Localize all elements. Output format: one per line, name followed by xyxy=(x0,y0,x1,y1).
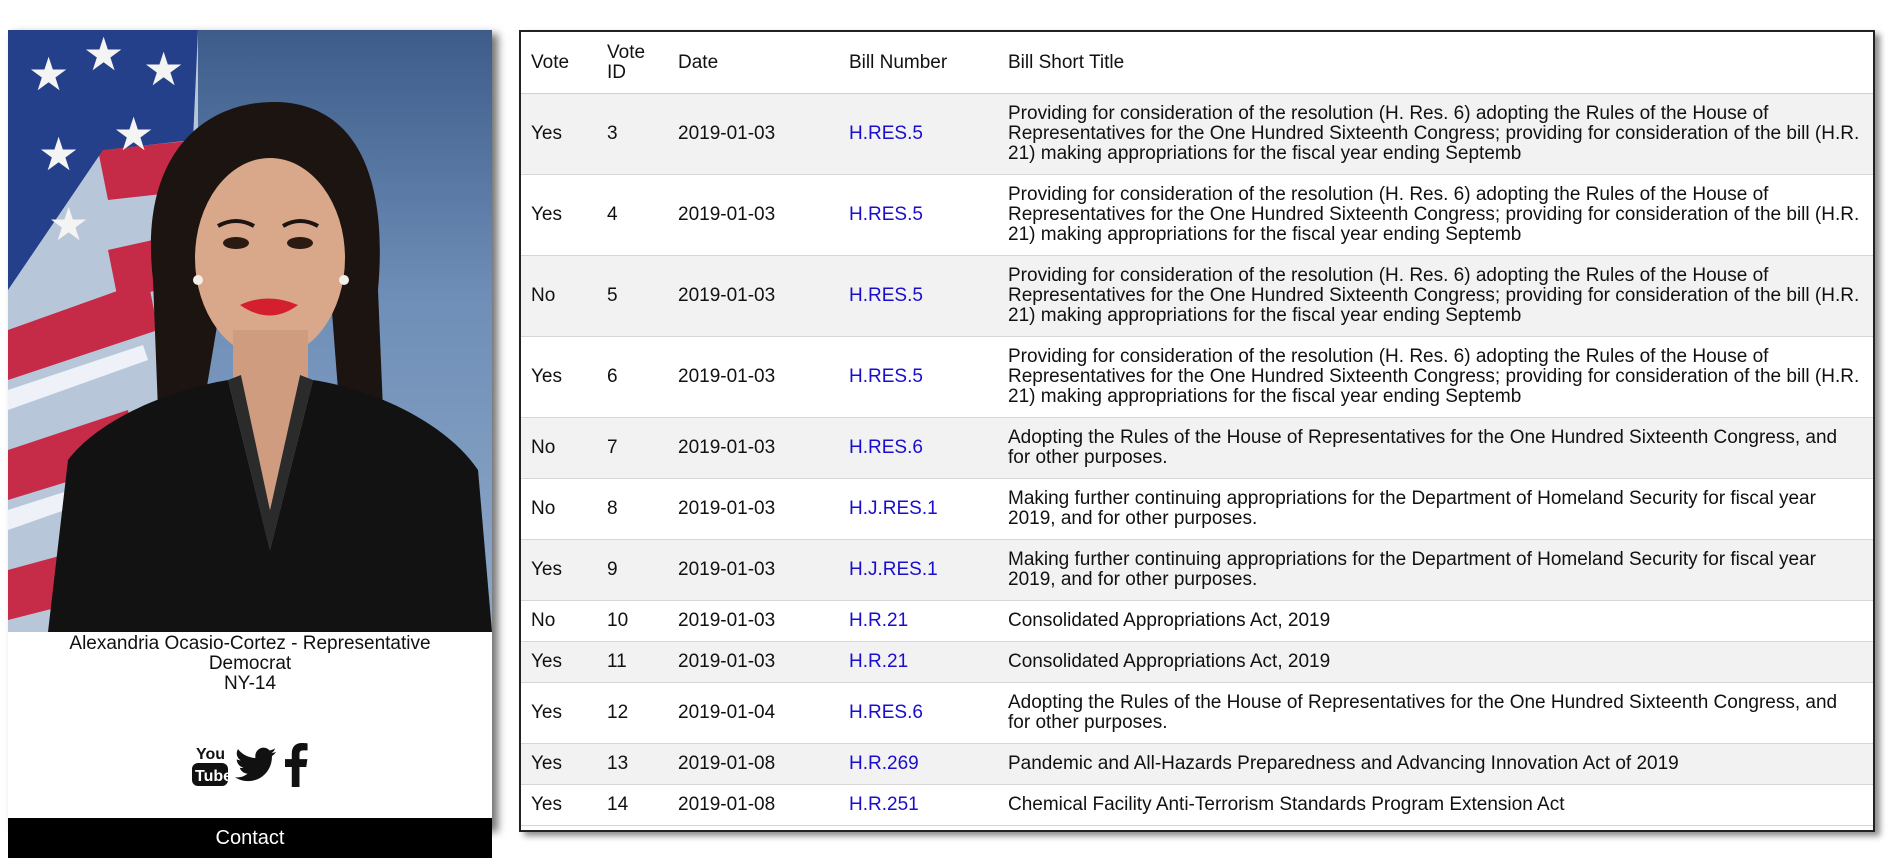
table-row xyxy=(521,175,1873,256)
vote-cell: Yes xyxy=(521,744,597,785)
svg-text:★: ★ xyxy=(28,47,70,101)
facebook-icon[interactable] xyxy=(283,743,309,787)
date-cell: 2019-01-03 xyxy=(668,175,839,256)
bill-number-cell xyxy=(839,337,998,418)
svg-text:★: ★ xyxy=(113,107,155,161)
bill-number-cell xyxy=(839,418,998,479)
vote-cell: No xyxy=(521,601,597,642)
vote-id-cell: 12 xyxy=(597,683,668,744)
vote-id-cell: 13 xyxy=(597,744,668,785)
date-cell: 2019-01-04 xyxy=(668,683,839,744)
bill-number-cell xyxy=(839,94,998,175)
vote-cell: No xyxy=(521,256,597,337)
bill-link[interactable]: H.RES.5 xyxy=(849,123,923,144)
table-row xyxy=(521,94,1873,175)
district-label: NY-14 xyxy=(223,673,277,694)
table-row xyxy=(521,601,1873,642)
portrait-photo xyxy=(8,27,492,632)
date-cell: 2019-01-03 xyxy=(668,540,839,601)
header-vote-id-line2: ID xyxy=(607,61,626,83)
bill-number-cell xyxy=(839,540,998,601)
svg-text:★: ★ xyxy=(143,42,185,96)
votes-table xyxy=(521,32,1873,826)
bill-title-cell: Making further continuing appropriations for the Department of Homeland Security for fiscal year 2019, and for other purposes. xyxy=(998,479,1873,540)
bill-title-cell: Consolidated Appropriations Act, 2019 xyxy=(998,601,1873,642)
profile-card xyxy=(8,27,492,849)
bill-link[interactable]: H.R.269 xyxy=(849,753,919,774)
vote-cell: Yes xyxy=(521,94,597,175)
date-cell: 2019-01-08 xyxy=(668,785,839,826)
svg-text:You: You xyxy=(196,746,226,763)
bill-title-cell: Providing for consideration of the resolution (H. Res. 6) adopting the Rules of the House of Representatives for the One Hundred Sixteenth Congress; providing for consideration of the bill (H.R. 21) making appropriations for the fiscal year ending Septemb xyxy=(998,94,1873,175)
bill-number-cell xyxy=(839,642,998,683)
bill-number-cell xyxy=(839,479,998,540)
bill-link[interactable]: H.RES.5 xyxy=(849,204,923,225)
table-row xyxy=(521,337,1873,418)
bill-link[interactable]: H.J.RES.1 xyxy=(849,559,938,580)
date-cell: 2019-01-08 xyxy=(668,744,839,785)
svg-text:★: ★ xyxy=(38,127,80,181)
table-row xyxy=(521,479,1873,540)
votes-table-panel xyxy=(519,30,1875,832)
date-cell: 2019-01-03 xyxy=(668,418,839,479)
bill-title-cell: Making further continuing appropriations for the Department of Homeland Security for fiscal year 2019, and for other purposes. xyxy=(998,540,1873,601)
table-header-row xyxy=(521,32,1873,94)
bill-title-cell: Adopting the Rules of the House of Representatives for the One Hundred Sixteenth Congress, and for other purposes. xyxy=(998,418,1873,479)
bill-link[interactable]: H.J.RES.1 xyxy=(849,498,938,519)
vote-id-cell: 7 xyxy=(597,418,668,479)
bill-link[interactable]: H.RES.5 xyxy=(849,366,923,387)
date-cell: 2019-01-03 xyxy=(668,601,839,642)
header-vote-id-line1: Vote xyxy=(607,41,646,63)
date-cell: 2019-01-03 xyxy=(668,337,839,418)
vote-id-cell: 3 xyxy=(597,94,668,175)
youtube-icon[interactable] xyxy=(191,742,233,788)
vote-id-cell: 14 xyxy=(597,785,668,826)
date-cell: 2019-01-03 xyxy=(668,94,839,175)
vote-id-cell: 4 xyxy=(597,175,668,256)
header-date: Date xyxy=(668,32,839,94)
bill-title-cell: Providing for consideration of the resolution (H. Res. 6) adopting the Rules of the House of Representatives for the One Hundred Sixteenth Congress; providing for consideration of the bill (H.R. 21) making appropriations for the fiscal year ending Septemb xyxy=(998,256,1873,337)
vote-cell: No xyxy=(521,418,597,479)
bill-title-cell: Chemical Facility Anti-Terrorism Standards Program Extension Act xyxy=(998,785,1873,826)
bill-title-cell: Consolidated Appropriations Act, 2019 xyxy=(998,642,1873,683)
header-bill-number: Bill Number xyxy=(839,32,998,94)
header-vote: Vote xyxy=(521,32,597,94)
header-vote-id xyxy=(597,32,668,94)
table-row xyxy=(521,540,1873,601)
bill-title-cell: Pandemic and All-Hazards Preparedness and Advancing Innovation Act of 2019 xyxy=(998,744,1873,785)
bill-link[interactable]: H.R.21 xyxy=(849,651,909,672)
vote-id-cell: 8 xyxy=(597,479,668,540)
party-label: Democrat xyxy=(208,653,292,674)
bill-number-cell xyxy=(839,601,998,642)
bill-title-cell: Providing for consideration of the resolution (H. Res. 6) adopting the Rules of the House of Representatives for the One Hundred Sixteenth Congress; providing for consideration of the bill (H.R. 21) making appropriations for the fiscal year ending Septemb xyxy=(998,175,1873,256)
vote-cell: Yes xyxy=(521,175,597,256)
vote-cell: Yes xyxy=(521,683,597,744)
date-cell: 2019-01-03 xyxy=(668,479,839,540)
table-row xyxy=(521,785,1873,826)
table-row xyxy=(521,744,1873,785)
table-row xyxy=(521,642,1873,683)
vote-cell: Yes xyxy=(521,785,597,826)
table-row xyxy=(521,683,1873,744)
bill-number-cell xyxy=(839,683,998,744)
vote-id-cell: 6 xyxy=(597,337,668,418)
bill-number-cell xyxy=(839,744,998,785)
profile-info xyxy=(8,632,492,694)
vote-cell: Yes xyxy=(521,337,597,418)
svg-text:Tube: Tube xyxy=(195,768,233,785)
date-cell: 2019-01-03 xyxy=(668,642,839,683)
bill-link[interactable]: H.RES.5 xyxy=(849,285,923,306)
bill-number-cell xyxy=(839,175,998,256)
bill-link[interactable]: H.R.21 xyxy=(849,610,909,631)
vote-id-cell: 5 xyxy=(597,256,668,337)
representative-name: Alexandria Ocasio-Cortez - Representative xyxy=(69,633,431,654)
vote-id-cell: 10 xyxy=(597,601,668,642)
date-cell: 2019-01-03 xyxy=(668,256,839,337)
header-bill-short-title: Bill Short Title xyxy=(998,32,1873,94)
bill-number-cell xyxy=(839,256,998,337)
table-row xyxy=(521,256,1873,337)
table-row xyxy=(521,418,1873,479)
contact-button[interactable]: Contact xyxy=(8,818,492,858)
vote-cell: Yes xyxy=(521,540,597,601)
svg-text:★: ★ xyxy=(48,197,90,251)
vote-id-cell: 11 xyxy=(597,642,668,683)
bill-link[interactable]: H.RES.6 xyxy=(849,437,923,458)
bill-title-cell: Adopting the Rules of the House of Representatives for the One Hundred Sixteenth Congress, and for other purposes. xyxy=(998,683,1873,744)
vote-id-cell: 9 xyxy=(597,540,668,601)
bill-number-cell xyxy=(839,785,998,826)
bill-title-cell: Providing for consideration of the resolution (H. Res. 6) adopting the Rules of the House of Representatives for the One Hundred Sixteenth Congress; providing for consideration of the bill (H.R. 21) making appropriations for the fiscal year ending Septemb xyxy=(998,337,1873,418)
vote-cell: No xyxy=(521,479,597,540)
vote-cell: Yes xyxy=(521,642,597,683)
bill-link[interactable]: H.RES.6 xyxy=(849,702,923,723)
social-links xyxy=(8,742,492,788)
twitter-icon[interactable] xyxy=(235,747,277,783)
bill-link[interactable]: H.R.251 xyxy=(849,794,919,815)
svg-text:★: ★ xyxy=(83,27,125,81)
